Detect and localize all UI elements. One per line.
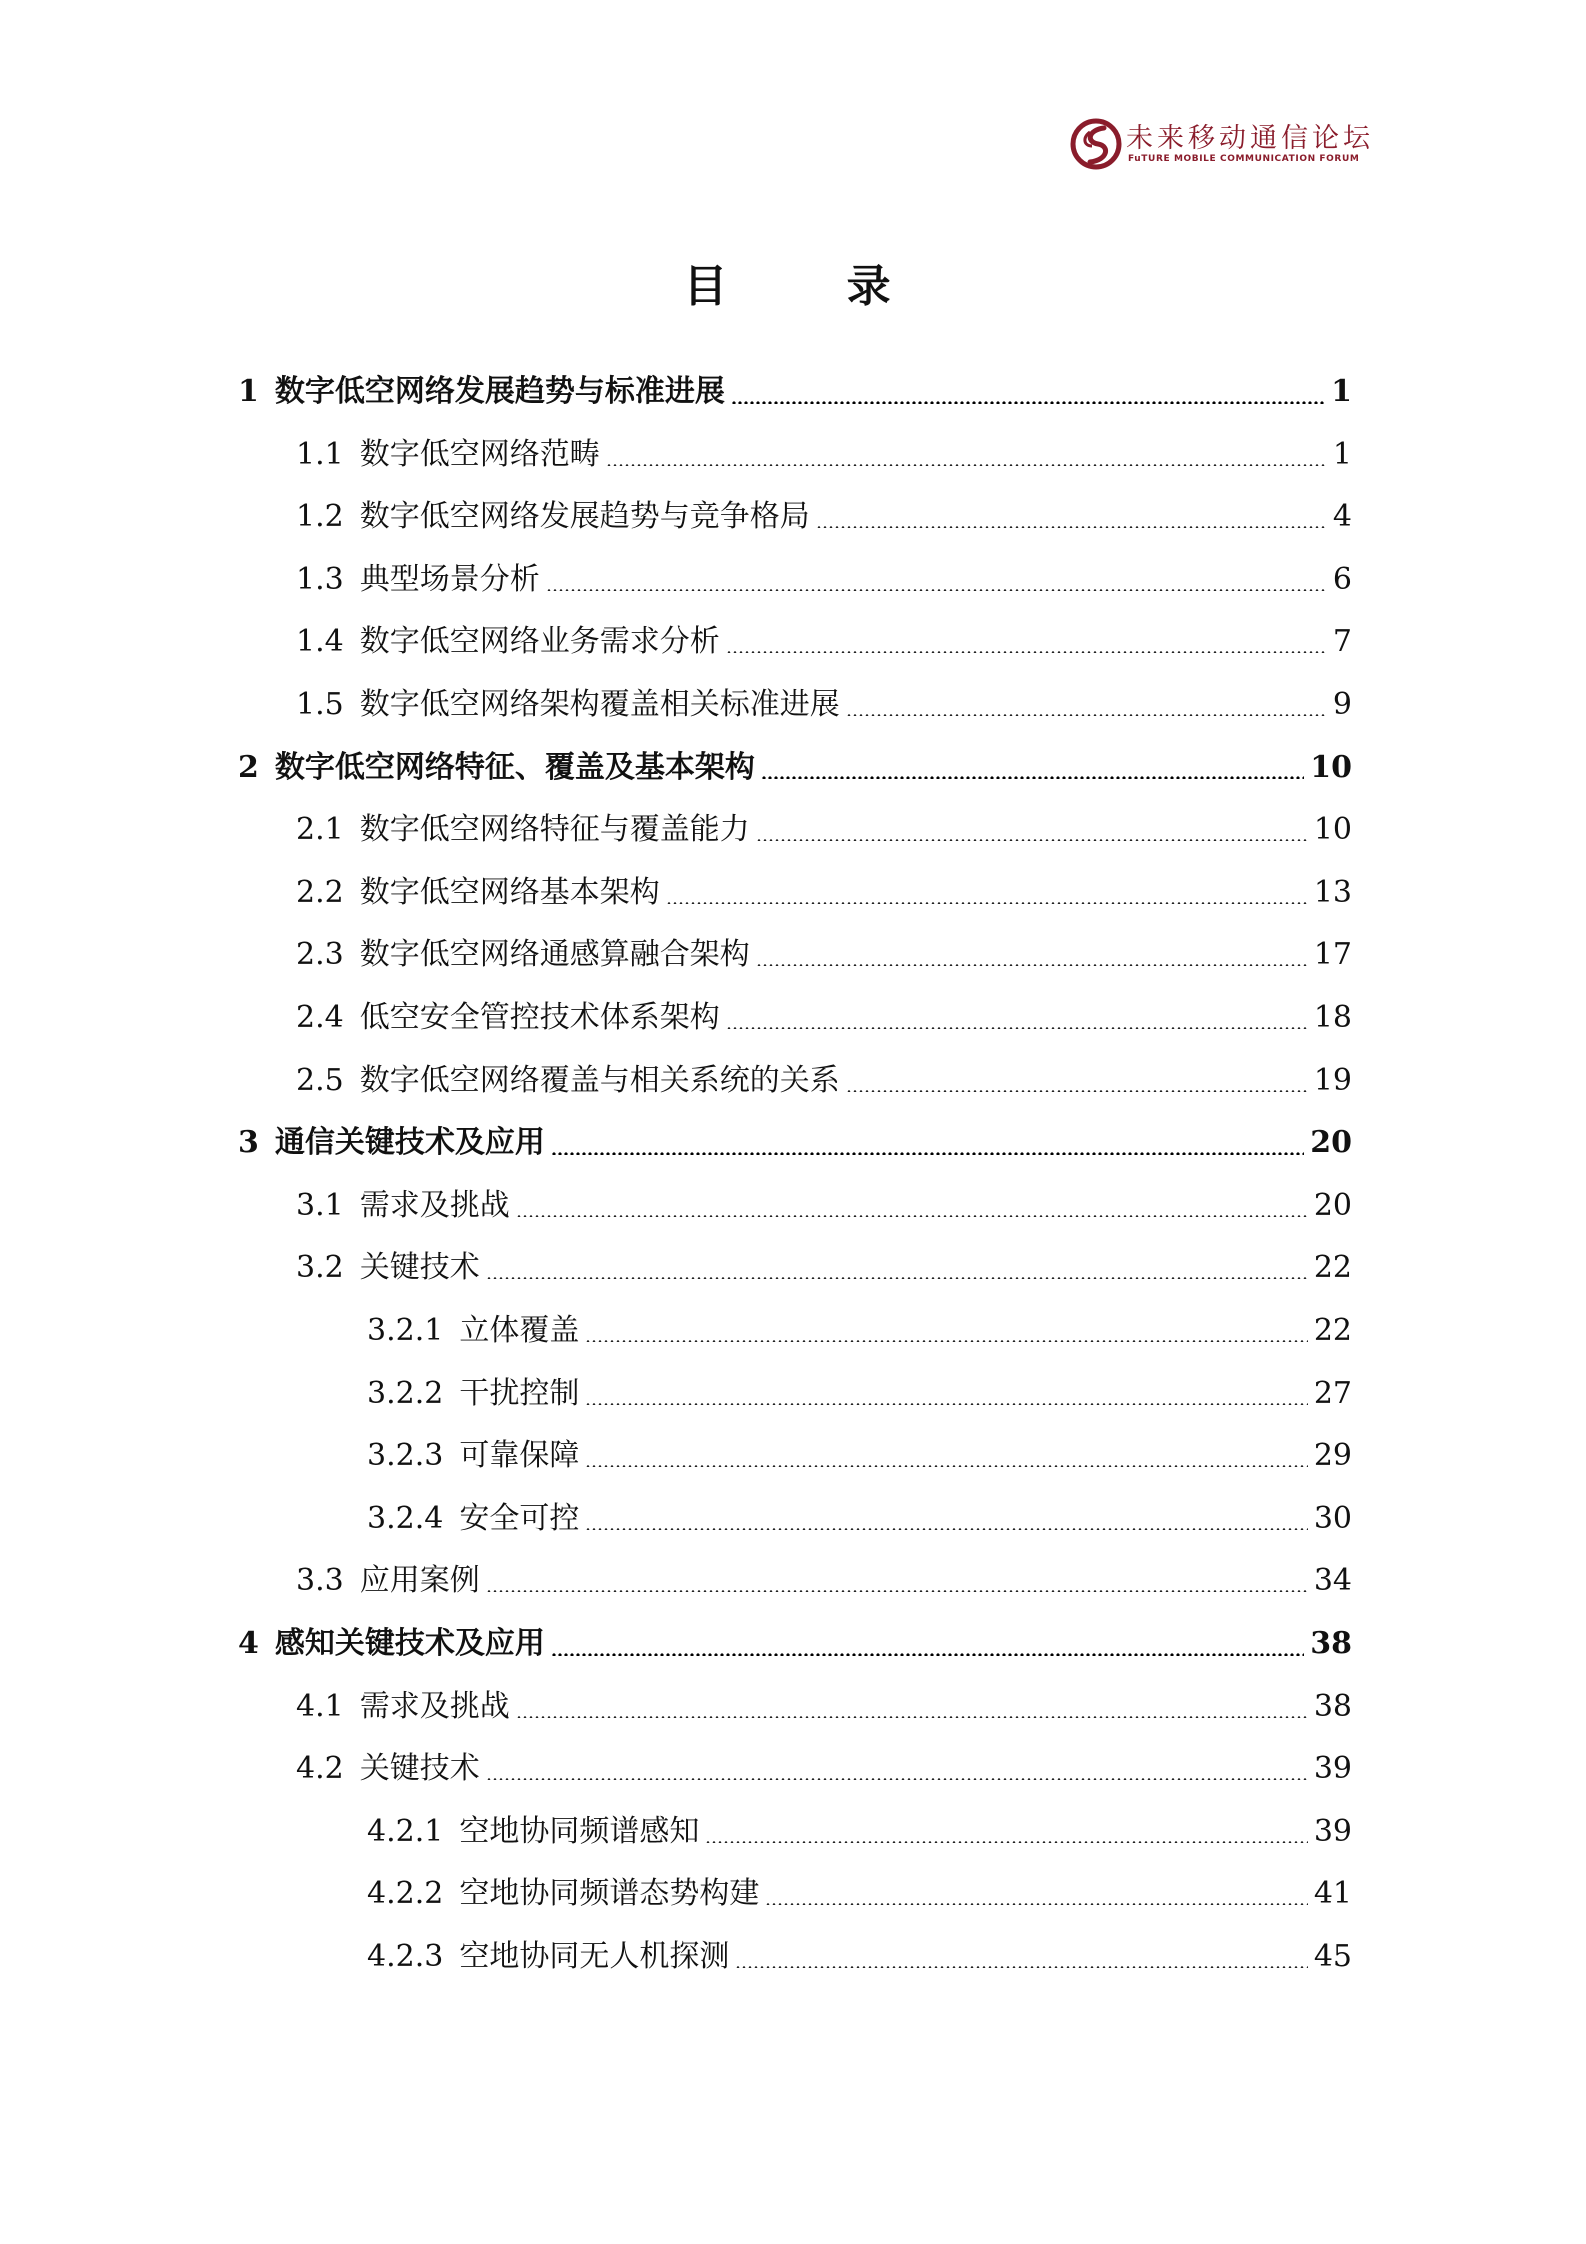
toc-entry-title: 数字低空网络通感算融合架构 bbox=[359, 937, 750, 973]
toc-entry-number: 4.1 bbox=[296, 1688, 344, 1724]
toc-entry-title: 数字低空网络基本架构 bbox=[359, 874, 660, 910]
toc-entry[interactable] bbox=[238, 1808, 1352, 1856]
toc-entry-title: 需求及挑战 bbox=[359, 1187, 510, 1223]
toc-entry[interactable] bbox=[238, 1933, 1352, 1981]
toc-entry-title: 数字低空网络架构覆盖相关标准进展 bbox=[359, 687, 840, 722]
toc-entry-page: 1 bbox=[1332, 436, 1352, 472]
toc-entry[interactable] bbox=[238, 1182, 1352, 1230]
toc-entry-number: 3.2 bbox=[296, 1250, 344, 1286]
toc-entry[interactable] bbox=[238, 681, 1352, 729]
toc-entry-title: 可靠保障 bbox=[459, 1438, 580, 1474]
toc-entry[interactable] bbox=[238, 1244, 1352, 1292]
toc-entry-number: 4 bbox=[238, 1626, 259, 1661]
logo-chinese-name: 未来移动通信论坛 bbox=[1126, 123, 1374, 154]
dot-leader bbox=[666, 902, 1308, 904]
toc-entry-number: 4.2.2 bbox=[367, 1876, 444, 1912]
toc-entry[interactable] bbox=[238, 1870, 1352, 1918]
toc-entry-page: 45 bbox=[1313, 1939, 1352, 1974]
dot-leader bbox=[756, 839, 1308, 841]
toc-entry-number: 1 bbox=[238, 374, 259, 409]
toc-entry-page: 6 bbox=[1332, 561, 1352, 597]
toc-entry-title: 低空安全管控技术体系架构 bbox=[359, 1000, 720, 1035]
toc-entry-page: 30 bbox=[1313, 1500, 1352, 1536]
toc-entry-number: 2.5 bbox=[296, 1062, 344, 1098]
logo-english-name: FuTURE MOBILE COMMUNICATION FORUM bbox=[1128, 154, 1360, 164]
dot-leader bbox=[516, 1215, 1308, 1217]
toc-entry-number: 2.3 bbox=[296, 937, 344, 973]
toc-entry-number: 1.2 bbox=[296, 499, 344, 535]
dot-leader bbox=[551, 1653, 1304, 1656]
toc-entry-number: 3.3 bbox=[296, 1563, 344, 1599]
dot-leader bbox=[846, 714, 1327, 716]
dot-leader bbox=[765, 1903, 1307, 1905]
toc-entry[interactable] bbox=[238, 1620, 1352, 1668]
toc-entry-title: 需求及挑战 bbox=[359, 1688, 510, 1724]
toc-entry-page: 17 bbox=[1313, 937, 1352, 973]
toc-entry[interactable] bbox=[238, 1307, 1352, 1355]
toc-entry-page: 22 bbox=[1313, 1313, 1352, 1348]
dot-leader bbox=[516, 1716, 1308, 1718]
toc-entry[interactable] bbox=[238, 1370, 1352, 1418]
toc-entry-number: 3.2.4 bbox=[367, 1500, 444, 1536]
toc-entry-number: 1.3 bbox=[296, 561, 344, 597]
toc-entry-page: 34 bbox=[1313, 1563, 1352, 1599]
toc-entry[interactable] bbox=[238, 994, 1352, 1042]
dot-leader bbox=[486, 1778, 1308, 1780]
toc-entry-number: 2 bbox=[238, 749, 259, 785]
toc-entry-page: 38 bbox=[1310, 1626, 1352, 1661]
toc-entry-title: 数字低空网络特征、覆盖及基本架构 bbox=[274, 749, 755, 785]
toc-entry-page: 39 bbox=[1313, 1813, 1352, 1849]
dot-leader bbox=[761, 776, 1304, 779]
toc-entry[interactable] bbox=[238, 556, 1352, 604]
toc-entry-title: 数字低空网络业务需求分析 bbox=[359, 624, 720, 660]
toc-entry[interactable] bbox=[238, 1432, 1352, 1480]
toc-title: 目 录 bbox=[683, 261, 943, 312]
dot-leader bbox=[705, 1841, 1307, 1843]
dot-leader bbox=[731, 401, 1325, 404]
toc-entry-page: 4 bbox=[1332, 499, 1352, 535]
toc-entry[interactable] bbox=[238, 1683, 1352, 1731]
dot-leader bbox=[756, 964, 1308, 966]
toc-entry-title: 关键技术 bbox=[359, 1751, 480, 1787]
dot-leader bbox=[726, 1027, 1308, 1029]
forum-logo-icon bbox=[1068, 116, 1124, 172]
toc-entry-title: 数字低空网络特征与覆盖能力 bbox=[359, 812, 750, 848]
toc-entry-title: 数字低空网络范畴 bbox=[359, 436, 600, 472]
toc-entry[interactable] bbox=[238, 1119, 1352, 1167]
toc-entry[interactable] bbox=[238, 368, 1352, 416]
toc-entry-title: 数字低空网络发展趋势与标准进展 bbox=[274, 374, 725, 409]
toc-entry-number: 4.2.3 bbox=[367, 1939, 444, 1974]
dot-leader bbox=[546, 589, 1327, 591]
dot-leader bbox=[816, 526, 1327, 528]
toc-entry-number: 1.4 bbox=[296, 624, 344, 660]
toc-entry-number: 2.4 bbox=[296, 1000, 344, 1035]
toc-entry[interactable] bbox=[238, 1745, 1352, 1793]
toc-entry-page: 41 bbox=[1313, 1876, 1352, 1912]
toc-entry-title: 感知关键技术及应用 bbox=[274, 1626, 545, 1661]
toc-entry-title: 数字低空网络覆盖与相关系统的关系 bbox=[359, 1062, 840, 1098]
toc-entry-page: 27 bbox=[1313, 1375, 1352, 1411]
toc-entry-title: 空地协同频谱态势构建 bbox=[459, 1876, 760, 1912]
toc-entry-page: 22 bbox=[1313, 1250, 1352, 1286]
toc-entry-title: 空地协同无人机探测 bbox=[459, 1939, 730, 1974]
toc-entry-number: 3.2.3 bbox=[367, 1438, 444, 1474]
toc-entry-title: 干扰控制 bbox=[459, 1375, 580, 1411]
toc-entry-page: 18 bbox=[1313, 1000, 1352, 1035]
toc-entry[interactable] bbox=[238, 1495, 1352, 1543]
forum-logo bbox=[1068, 112, 1374, 172]
toc-entry-page: 10 bbox=[1310, 749, 1352, 785]
toc-entry-number: 1.5 bbox=[296, 687, 344, 722]
toc-entry-number: 4.2.1 bbox=[367, 1813, 444, 1849]
toc-entry-page: 1 bbox=[1331, 374, 1352, 409]
toc-entry-page: 20 bbox=[1313, 1187, 1352, 1223]
toc-entry[interactable] bbox=[238, 806, 1352, 854]
toc-entry-page: 39 bbox=[1313, 1751, 1352, 1787]
dot-leader bbox=[726, 651, 1327, 653]
toc-entry[interactable] bbox=[238, 431, 1352, 479]
toc-entry-title: 典型场景分析 bbox=[359, 561, 540, 597]
toc-entry-number: 1.1 bbox=[296, 436, 344, 472]
toc-entry-title: 安全可控 bbox=[459, 1500, 580, 1536]
toc-entry[interactable] bbox=[238, 1057, 1352, 1105]
toc-entry-title: 通信关键技术及应用 bbox=[274, 1125, 545, 1161]
toc-entry-page: 13 bbox=[1313, 874, 1352, 910]
toc-entry-page: 29 bbox=[1313, 1438, 1352, 1474]
toc-entry[interactable] bbox=[238, 493, 1352, 541]
dot-leader bbox=[486, 1590, 1308, 1592]
toc-entry-number: 2.1 bbox=[296, 812, 344, 848]
toc-entry[interactable] bbox=[238, 744, 1352, 792]
toc-entry-page: 10 bbox=[1313, 812, 1352, 848]
dot-leader bbox=[606, 464, 1327, 466]
toc-entry-title: 立体覆盖 bbox=[459, 1313, 580, 1348]
toc-entry-page: 7 bbox=[1332, 624, 1352, 660]
toc-entry-number: 2.2 bbox=[296, 874, 344, 910]
dot-leader bbox=[486, 1277, 1308, 1279]
toc-entry-page: 9 bbox=[1332, 687, 1352, 722]
toc-entry-number: 4.2 bbox=[296, 1751, 344, 1787]
toc-entry-title: 关键技术 bbox=[359, 1250, 480, 1286]
toc-entry[interactable] bbox=[238, 1557, 1352, 1605]
toc-entry-page: 19 bbox=[1313, 1062, 1352, 1098]
toc-entry-page: 20 bbox=[1310, 1125, 1352, 1161]
toc-entry[interactable] bbox=[238, 931, 1352, 979]
toc-entry[interactable] bbox=[238, 618, 1352, 666]
dot-leader bbox=[846, 1090, 1308, 1092]
toc-entry-number: 3.1 bbox=[296, 1187, 344, 1223]
toc-entry[interactable] bbox=[238, 869, 1352, 917]
dot-leader bbox=[585, 1403, 1307, 1405]
dot-leader bbox=[551, 1152, 1304, 1155]
dot-leader bbox=[585, 1528, 1307, 1530]
toc-entry-title: 数字低空网络发展趋势与竞争格局 bbox=[359, 499, 810, 535]
toc-entry-number: 3.2.1 bbox=[367, 1313, 444, 1348]
toc-entry-number: 3 bbox=[238, 1125, 259, 1161]
toc-entry-number: 3.2.2 bbox=[367, 1375, 444, 1411]
dot-leader bbox=[585, 1465, 1307, 1467]
toc-entry-title: 应用案例 bbox=[359, 1563, 480, 1599]
toc-entry-page: 38 bbox=[1313, 1688, 1352, 1724]
dot-leader bbox=[735, 1966, 1307, 1968]
dot-leader bbox=[585, 1340, 1307, 1342]
toc-entry-title: 空地协同频谱感知 bbox=[459, 1813, 700, 1849]
